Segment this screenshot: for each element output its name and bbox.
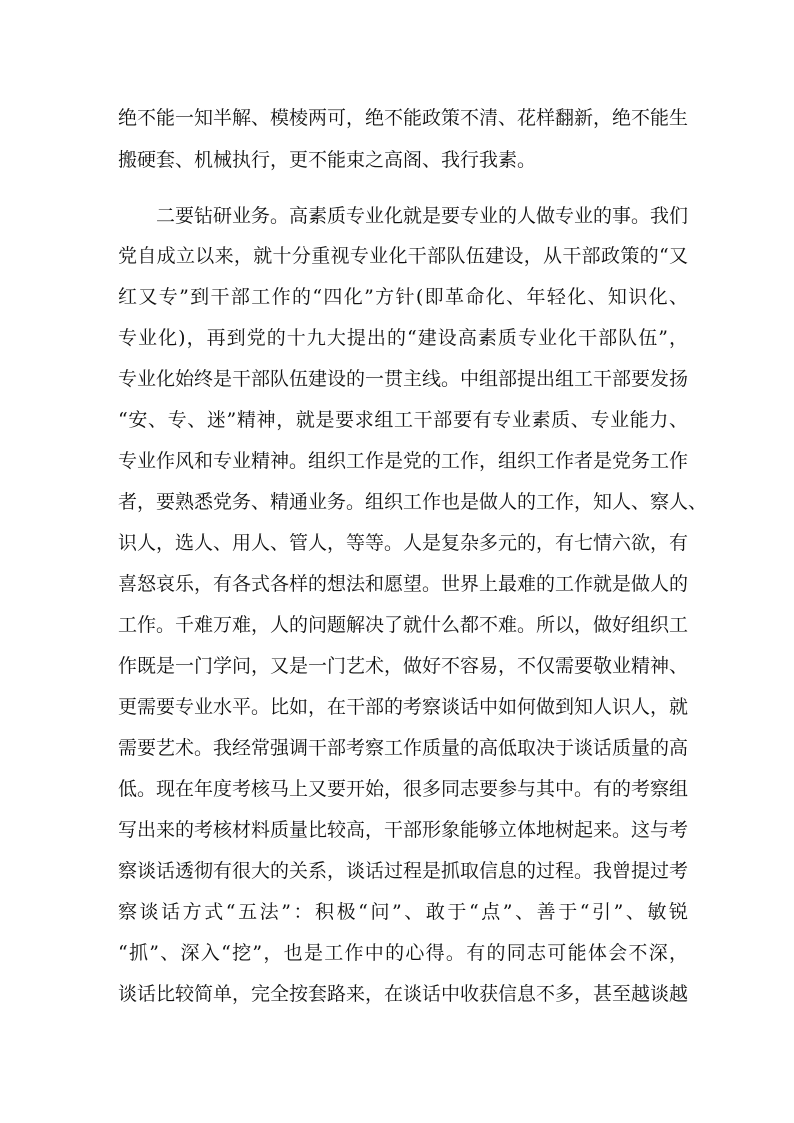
text-line: 绝不能一知半解、模棱两可，绝不能政策不清、花样翻新，绝不能生 bbox=[118, 107, 689, 129]
text-line: 察谈话透彻有很大的关系，谈话过程是抓取信息的过程。我曾提过考 bbox=[118, 860, 689, 882]
text-line: “抓”、深入“挖”，也是工作中的心得。有的同志可能体会不深， bbox=[118, 942, 688, 964]
text-line: 更需要专业水平。比如，在干部的考察谈话中如何做到知人识人，就 bbox=[118, 696, 689, 718]
text-line: 识人，选人、用人、管人，等等。人是复杂多元的，有七情六欲，有 bbox=[118, 532, 689, 554]
text-line: 搬硬套、机械执行，更不能束之高阁、我行我素。 bbox=[118, 149, 537, 171]
text-line: 工作。千难万难，人的问题解决了就什么都不难。所以，做好组织工 bbox=[118, 614, 689, 636]
text-line: 作既是一门学问，又是一门艺术，做好不容易，不仅需要敬业精神、 bbox=[118, 655, 689, 677]
text-line: 写出来的考核材料质量比较高，干部形象能够立体地树起来。这与考 bbox=[118, 819, 689, 841]
text-line: 党自成立以来，就十分重视专业化干部队伍建设，从干部政策的“又 bbox=[118, 245, 688, 267]
text-line: 谈话比较简单，完全按套路来，在谈话中收获信息不多，甚至越谈越 bbox=[118, 983, 689, 1005]
text-line: 红又专”到干部工作的“四化”方针(即革命化、年轻化、知识化、 bbox=[118, 286, 688, 308]
text-line: 需要艺术。我经常强调干部考察工作质量的高低取决于谈话质量的高 bbox=[118, 737, 689, 759]
text-line: 喜怒哀乐，有各式各样的想法和愿望。世界上最难的工作就是做人的 bbox=[118, 573, 689, 595]
text-line: “安、专、迷”精神，就是要求组工干部要有专业素质、专业能力、 bbox=[118, 409, 688, 431]
text-line: 低。现在年度考核马上又要开始，很多同志要参与其中。有的考察组 bbox=[118, 778, 689, 800]
text-line: 专业化始终是干部队伍建设的一贯主线。中组部提出组工干部要发扬 bbox=[118, 368, 689, 390]
text-line: 察谈话方式“五法”：积极“问”、敢于“点”、善于“引”、敏锐 bbox=[118, 901, 688, 923]
text-line: 专业化)，再到党的十九大提出的“建设高素质专业化干部队伍”， bbox=[118, 327, 688, 349]
text-line: 二要钻研业务。高素质专业化就是要专业的人做专业的事。我们 bbox=[156, 205, 689, 227]
text-line: 者，要熟悉党务、精通业务。组织工作也是做人的工作，知人、察人、 bbox=[118, 491, 708, 513]
text-line: 专业作风和专业精神。组织工作是党的工作，组织工作者是党务工作 bbox=[118, 450, 689, 472]
